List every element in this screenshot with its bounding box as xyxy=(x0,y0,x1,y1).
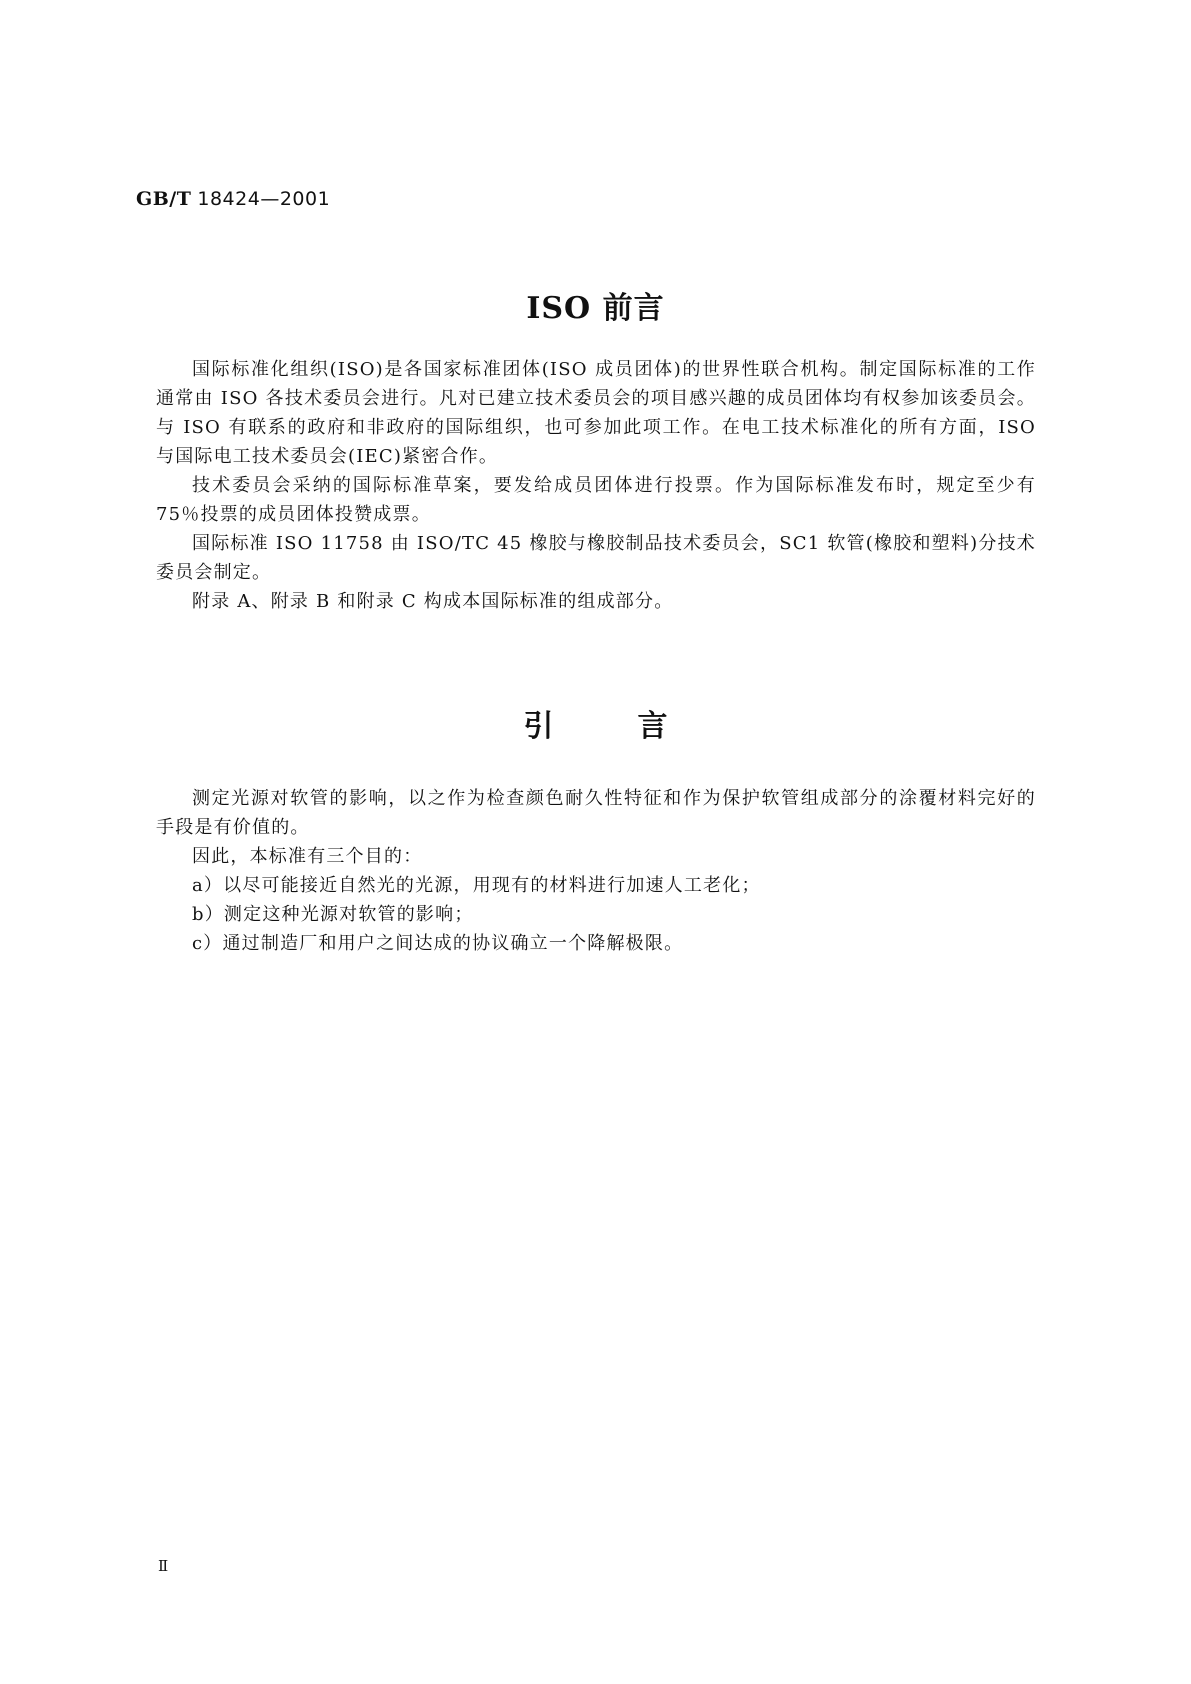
document-header xyxy=(136,188,330,210)
foreword-body xyxy=(156,355,1036,616)
introduction-title: 引言 xyxy=(523,709,752,744)
objective-item-b: b）测定这种光源对软管的影响； xyxy=(192,904,474,925)
foreword-title: ISO 前言 xyxy=(526,291,665,326)
introduction-paragraph: 因此，本标准有三个目的： xyxy=(192,846,423,867)
foreword-paragraph: 技术委员会采纳的国际标准草案，要发给成员团体进行投票。作为国际标准发布时，规定至少有 75％投票的成员团体投赞成票。 xyxy=(156,475,1036,525)
introduction-body xyxy=(156,784,1036,958)
standard-code: GB/T xyxy=(136,188,192,210)
foreword-paragraph: 国际标准化组织(ISO)是各国家标准团体(ISO 成员团体)的世界性联合机构。制定国际标准的工作通常由 ISO 各技术委员会进行。凡对已建立技术委员会的项目感兴趣的成员团体均有权参加该委员会。与 ISO 有联系的政府和非政府的国际组织，也可参加此项工作。在电工技术标准化的所有方面，ISO 与国际电工技术委员会(IEC)紧密合作。 xyxy=(156,359,1036,467)
foreword-paragraph: 附录 A、附录 B 和附录 C 构成本国际标准的组成部分。 xyxy=(192,591,674,612)
objective-item-c: c）通过制造厂和用户之间达成的协议确立一个降解极限。 xyxy=(192,933,684,954)
page-number: Ⅱ xyxy=(158,1557,169,1575)
objective-item-a: a）以尽可能接近自然光的光源，用现有的材料进行加速人工老化； xyxy=(192,875,761,896)
introduction-paragraph: 测定光源对软管的影响，以之作为检查颜色耐久性特征和作为保护软管组成部分的涂覆材料完好的手段是有价值的。 xyxy=(156,788,1036,838)
standard-number: 18424—2001 xyxy=(197,188,331,210)
foreword-paragraph: 国际标准 ISO 11758 由 ISO/TC 45 橡胶与橡胶制品技术委员会，SC1 软管(橡胶和塑料)分技术委员会制定。 xyxy=(156,533,1036,583)
